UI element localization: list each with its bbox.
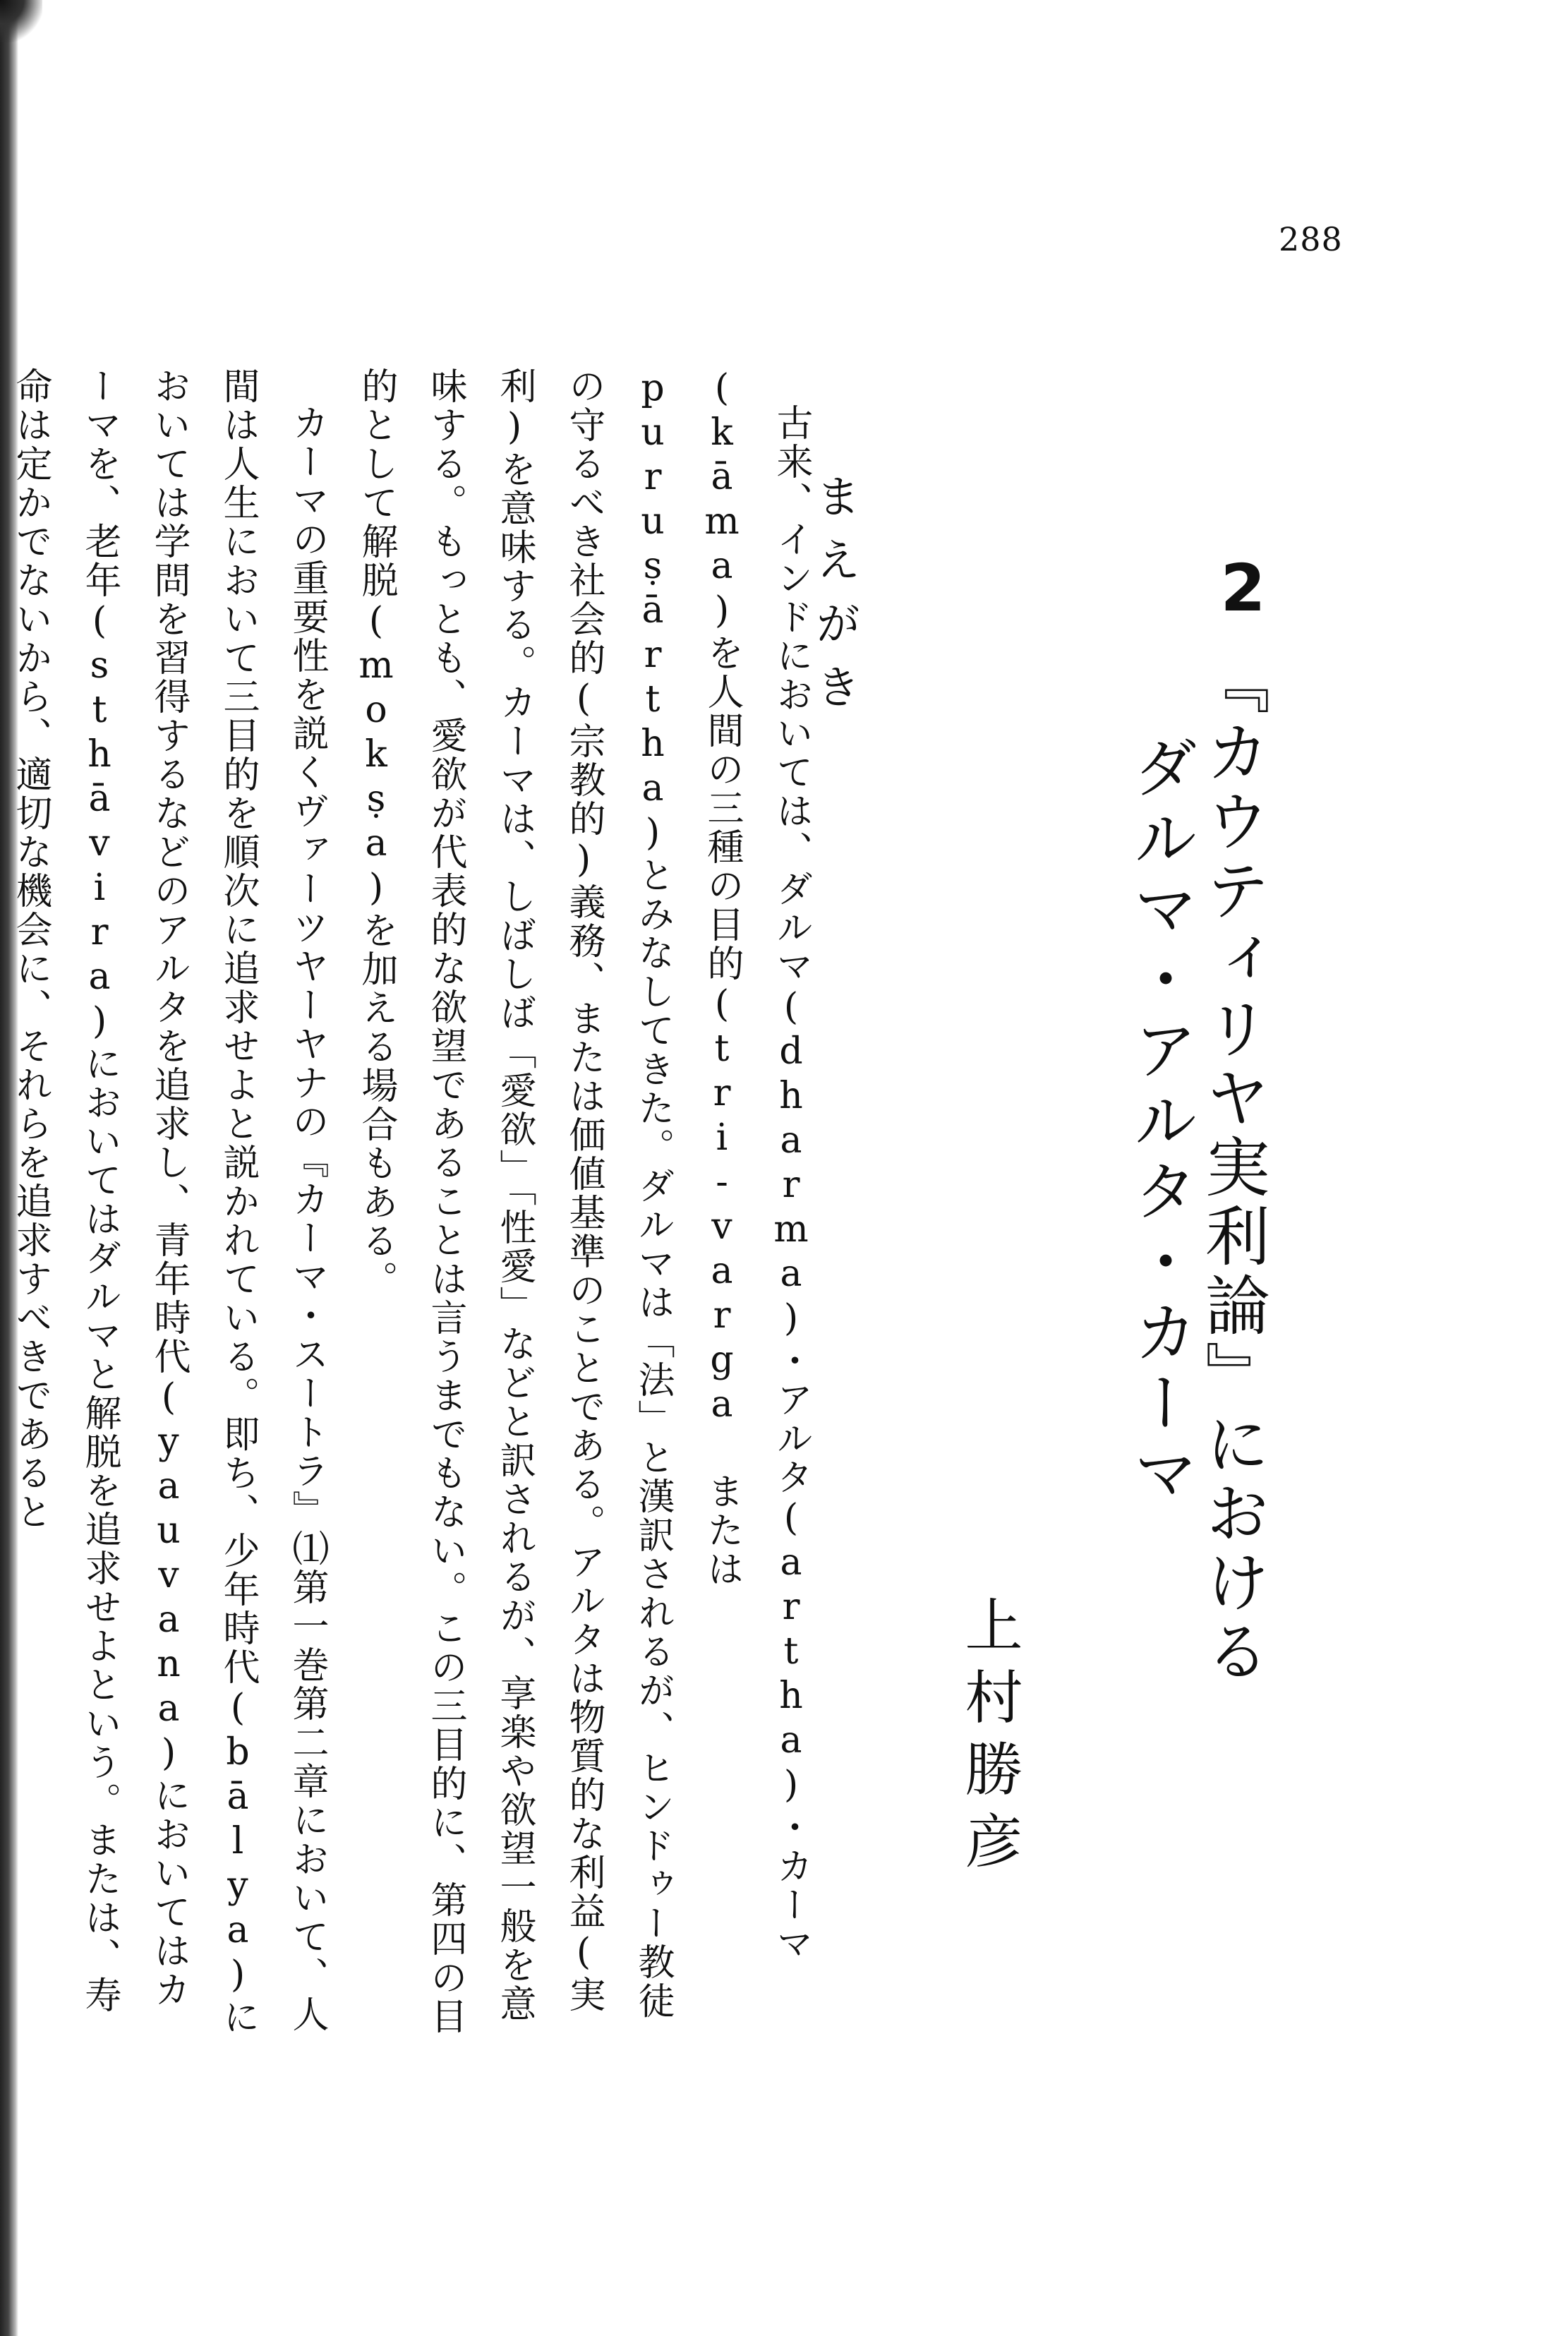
scan-corner-shadow [0, 0, 42, 42]
chapter-title-line-2: ダルマ・アルタ・カーマ [1123, 734, 1198, 1510]
section-heading: まえがき [808, 473, 860, 727]
chapter-number: 2 [1205, 550, 1281, 626]
paragraph-1: 古来、インドにおいては、ダルマ(dharma)・アルタ(artha)・カーマ(kāma)を人間の三種の目的(tri-varga または puruṣārtha)とみなしてきた。ダルマは「法」と漢訳されるが、ヒンドゥー教徒の守るべき社会的(宗教的)義務、または価値基準のことである。アルタは物質的な利益(実利)を意味する。カーマは、しばしば「愛欲」「性愛」などと訳されるが、享楽や欲望一般を意味する。もっとも、愛欲が代表的な欲望であることは言うまでもない。この三目的に、第四の目的として解脱(mokṣa)を加える場合もある。 [355, 367, 812, 2036]
page-number: 288 [1279, 220, 1343, 258]
body-text [9, 367, 1538, 2040]
chapter-title-line-1: 『カウティリヤ実利論』における [1195, 649, 1270, 1687]
paragraph-2: カーマの重要性を説くヴァーツヤーヤナの『カーマ・スートラ』⑴第一巻第二章において、人間は人生において三目的を順次に追求せよと説かれている。即ち、少年時代(bālya)においては学問を習得するなどのアルタを追求し、青年時代(yauvana)においてはカーマを、老年(sthāvira)においてはダルマと解脱を追求せよという。または、寿命は定かでないから、適切な機会に、それらを追求すべきであると [9, 367, 328, 2037]
author-name: 上村勝彦 [955, 1595, 1023, 1883]
